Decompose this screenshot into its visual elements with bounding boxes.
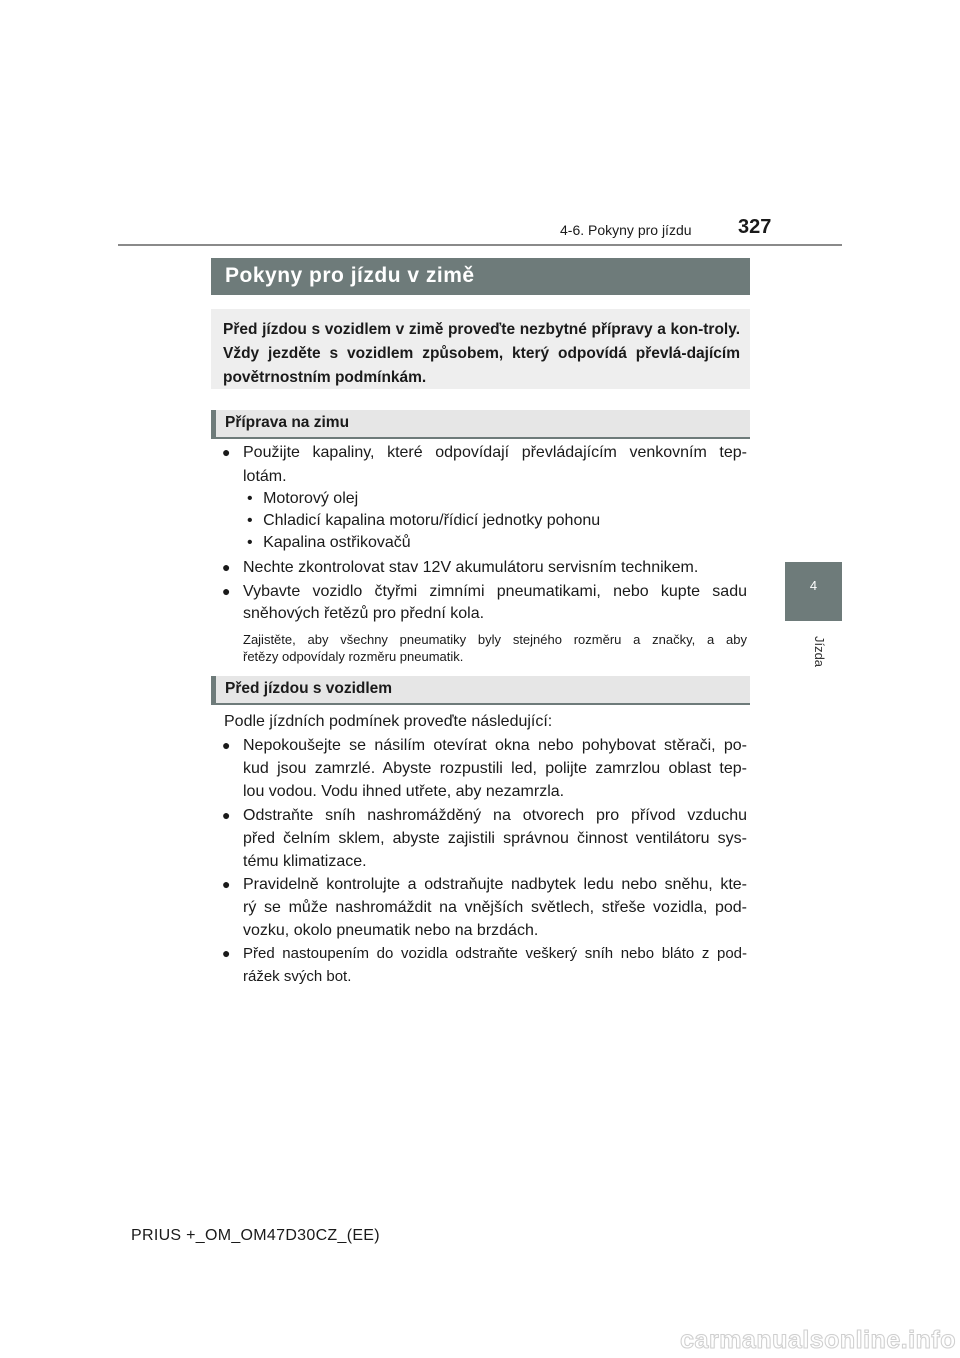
intro-text: Před jízdou s vozidlem v zimě proveďte nezbytné přípravy a kon-troly. Vždy jezděte s vozidlem způsobem, který odpovídá převlá-dajícím povětrnostním podmínkám.	[223, 321, 740, 386]
list-item-continuation	[222, 896, 747, 920]
list-item-text-line: lou vodou. Vodu ihned utřete, aby nezamrzla.	[243, 783, 565, 800]
sub-list-item-text: Kapalina ostřikovačů	[263, 534, 411, 551]
page-title: Pokyny pro jízdu v zimě	[225, 264, 475, 287]
list-item-continuation	[222, 919, 747, 943]
title-bar	[211, 258, 750, 295]
sub-list-item-text: Motorový olej	[263, 490, 359, 507]
list-item-text-line: Použijte kapaliny, které odpovídají převládajícím venkovním tep-	[243, 444, 747, 461]
list-item-text-line: lotám.	[243, 468, 287, 485]
sub-bullet-icon: •	[247, 490, 253, 507]
list-item-continuation	[222, 965, 747, 989]
watermark	[610, 1326, 956, 1356]
bullet-icon: ●	[222, 807, 231, 823]
list-item	[222, 580, 747, 604]
chapter-label: Jízda	[812, 635, 828, 668]
page-number: 327	[738, 216, 772, 238]
section-heading-text: Před jízdou s vozidlem	[225, 680, 393, 697]
chapter-label-container	[784, 628, 844, 668]
list-item-text-line: Vybavte vozidlo čtyřmi zimními pneumatikami, nebo kupte sadu	[243, 583, 747, 600]
sub-list-item	[247, 510, 600, 532]
list-item	[222, 734, 747, 758]
footer-doc-code: PRIUS +_OM_OM47D30CZ_(EE)	[131, 1227, 380, 1244]
sub-list-item	[247, 488, 358, 510]
list-item-text: Nechte zkontrolovat stav 12V akumulátoru servisním technikem.	[243, 559, 699, 576]
bullet-icon: ●	[222, 559, 231, 575]
list-item-text-line: vozku, okolo pneumatik nebo na brzdách.	[243, 922, 539, 939]
sub-bullet-icon: •	[247, 534, 253, 551]
bullet-icon: ●	[222, 737, 231, 753]
list-item-text-line: tému klimatizace.	[243, 853, 367, 870]
list-item-text-line: Odstraňte sníh nashromážděný na otvorech pro přívod vzduchu	[243, 807, 747, 824]
list-item	[222, 441, 747, 465]
note-line: Zajistěte, aby všechny pneumatiky byly stejného rozměru a značky, a aby	[243, 632, 747, 647]
list-item-text-line: Před nastoupením do vozidla odstraňte veškerý sníh nebo bláto z pod-	[243, 945, 747, 962]
sub-bullet-icon: •	[247, 512, 253, 529]
bullet-icon: ●	[222, 876, 231, 892]
list-item	[222, 873, 747, 897]
list-item-continuation	[222, 757, 747, 781]
bullet-icon: ●	[222, 444, 231, 460]
section-heading-before-driving	[211, 676, 750, 705]
list-item-text-line: rý se může nashromáždit na vnějších světlech, střeše vozidla, pod-	[243, 899, 747, 916]
list-item-continuation	[222, 780, 747, 804]
note-line: řetězy odpovídaly rozměru pneumatik.	[243, 649, 464, 664]
header-rule	[118, 244, 842, 246]
list-item-text-line: rážek svých bot.	[243, 968, 352, 985]
sub-list-item-text: Chladicí kapalina motoru/řídicí jednotky pohonu	[263, 512, 601, 529]
list-item	[222, 942, 747, 966]
section-heading-winter-prep	[211, 410, 750, 439]
sub-list-item	[247, 532, 411, 554]
watermark-text: carmanualsonline.info	[680, 1326, 956, 1354]
list-item-continuation	[222, 850, 747, 874]
list-item-text-line: Pravidelně kontrolujte a odstraňujte nadbytek ledu nebo sněhu, kte-	[243, 876, 747, 893]
section-heading-text: Příprava na zimu	[225, 414, 350, 431]
list-item	[222, 804, 747, 828]
list-item	[222, 556, 747, 580]
chapter-tab	[785, 562, 842, 621]
list-item-text-line: Nepokoušejte se násilím otevírat okna nebo pohybovat stěrači, po-	[243, 737, 747, 754]
list-item-text-line: před čelním sklem, abyste zajistili správnou činnost ventilátoru sys-	[243, 830, 747, 847]
list-item-text-line: kud jsou zamrzlé. Abyste rozpustili led, polijte zamrzlou oblast tep-	[243, 760, 747, 777]
section-lead-text: Podle jízdních podmínek proveďte následující:	[224, 713, 553, 730]
list-item-continuation	[222, 827, 747, 851]
running-header-section: 4-6. Pokyny pro jízdu	[560, 222, 692, 238]
bullet-icon: ●	[222, 583, 231, 599]
bullet-icon: ●	[222, 945, 231, 961]
list-item-text-line: sněhových řetězů pro přední kola.	[243, 605, 485, 622]
intro-box	[211, 309, 750, 389]
chapter-number: 4	[809, 578, 818, 593]
